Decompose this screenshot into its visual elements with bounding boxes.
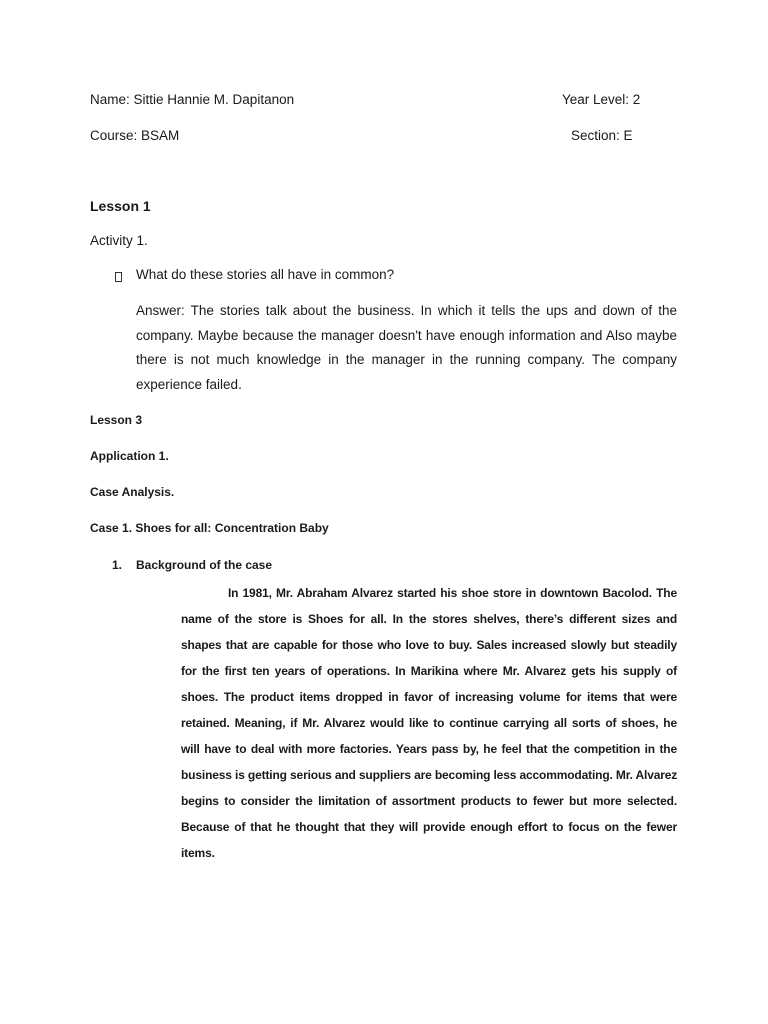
case-analysis-label: Case Analysis. xyxy=(90,485,175,499)
student-name: Name: Sittie Hannie M. Dapitanon xyxy=(90,92,295,107)
lesson-1-heading: Lesson 1 xyxy=(90,198,151,214)
case-title: Case 1. Shoes for all: Concentration Baby xyxy=(90,521,329,535)
paragraph-line: In 1981, Mr. Abraham Alvarez started his shoe store in downtown Bacolod. The xyxy=(228,586,677,600)
lesson-3-heading: Lesson 3 xyxy=(90,413,143,427)
application-label: Application 1. xyxy=(90,449,169,463)
paragraph-line: begins to consider the limitation of assortment products to fewer but more selected. xyxy=(181,794,677,808)
background-paragraph xyxy=(181,580,677,866)
question-text: What do these stories all have in common? xyxy=(136,267,395,282)
paragraph-line: retained. Meaning, if Mr. Alvarez would like to continue carrying all sorts of shoes, he xyxy=(181,716,677,730)
paragraph-line: shoes. The product items dropped in favor of increasing volume for items that were xyxy=(181,690,677,704)
activity-label: Activity 1. xyxy=(90,233,148,248)
paragraph-line: name of the store is Shoes for all. In the stores shelves, there’s different sizes and xyxy=(181,612,677,626)
year-level: Year Level: 2 xyxy=(562,92,641,107)
bullet-icon xyxy=(115,269,122,287)
list-item-title: Background of the case xyxy=(136,558,273,572)
paragraph-line: items. xyxy=(181,846,215,860)
answer-paragraph: Answer: The stories talk about the business. In which it tells the ups and down of the company. Maybe because the manager doesn't have enough information and Also maybe there is not much knowledge in the manager in the running company. The company experience failed. xyxy=(136,303,677,392)
list-item-number: 1. xyxy=(112,558,123,572)
paragraph-line: will have to deal with more factories. Years pass by, he feel that the competition in the xyxy=(181,742,677,756)
paragraph-line: Because of that he thought that they will provide enough effort to focus on the fewer xyxy=(181,820,677,834)
section: Section: E xyxy=(571,128,633,143)
paragraph-line: shapes that are capable for those who love to buy. Sales increased slowly but steadily xyxy=(181,638,677,652)
course: Course: BSAM xyxy=(90,128,180,143)
paragraph-line: for the first ten years of operations. In Marikina where Mr. Alvarez gets his supply of xyxy=(181,664,677,678)
paragraph-line: business is getting serious and suppliers are becoming less accommodating. Mr. Alvarez xyxy=(181,768,678,782)
